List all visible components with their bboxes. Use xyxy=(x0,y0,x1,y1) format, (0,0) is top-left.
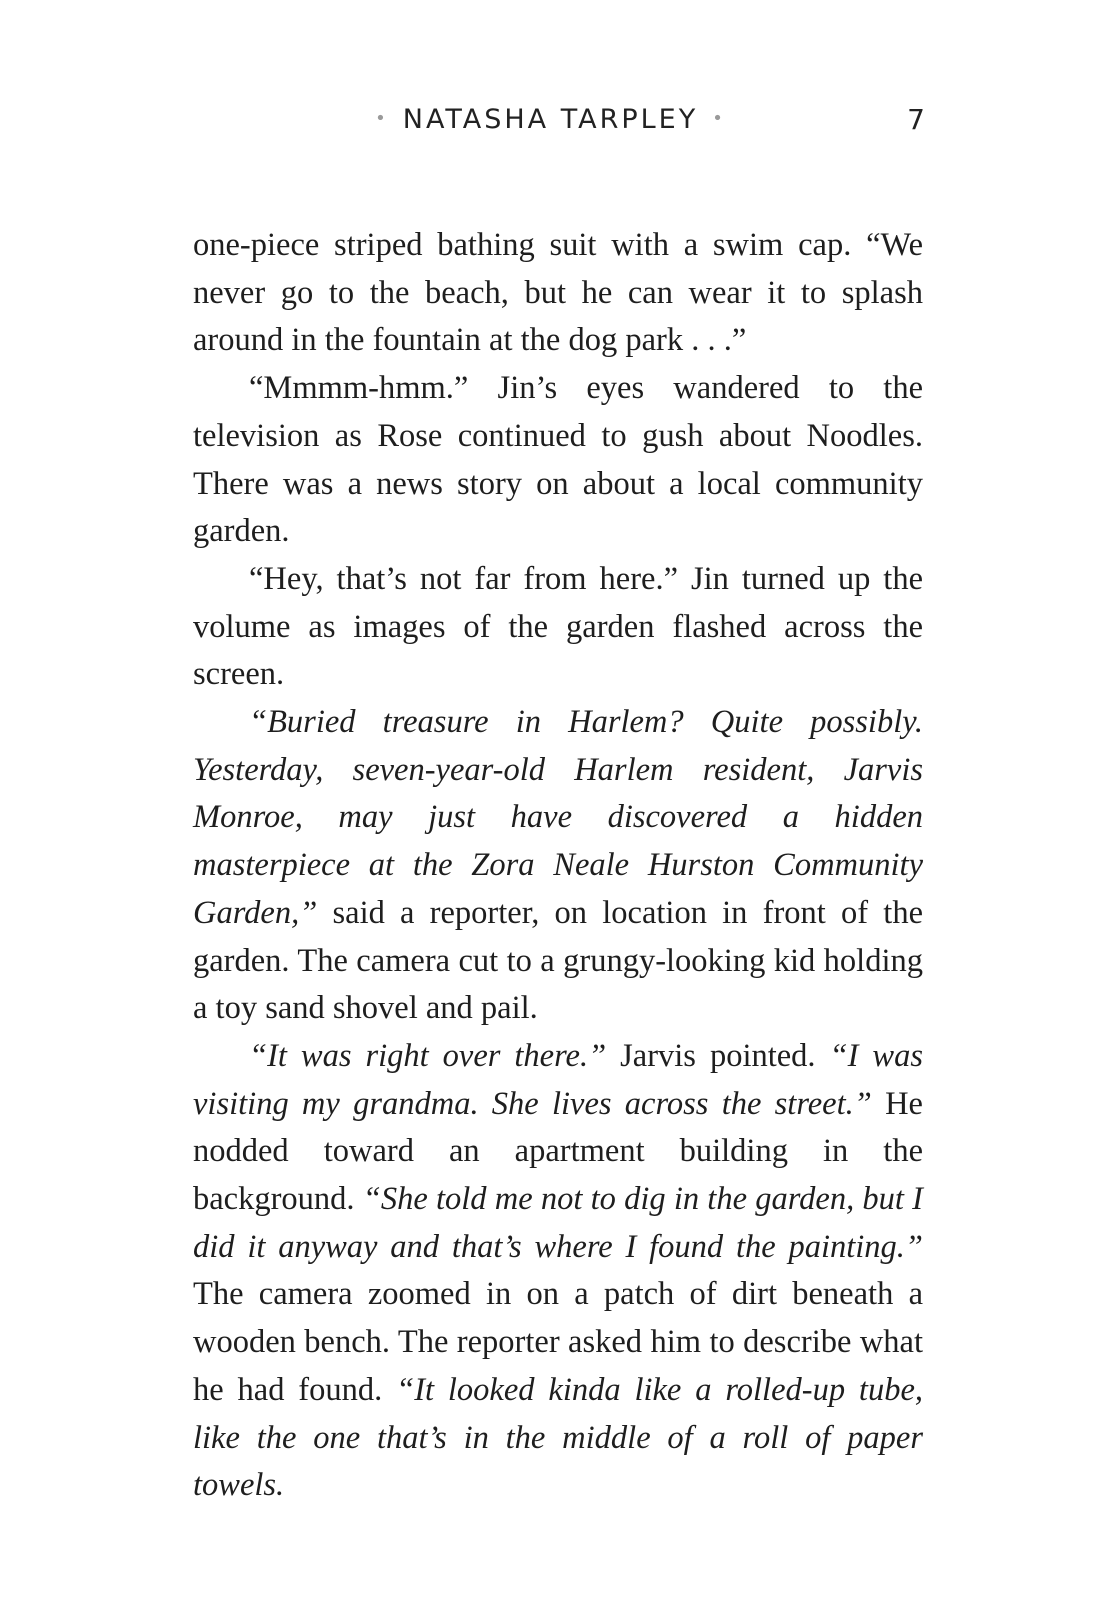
separator-dot-right: • xyxy=(712,108,726,129)
paragraph xyxy=(193,699,923,1033)
running-head xyxy=(0,103,1101,143)
italic-text-run: “It was right over there.” xyxy=(249,1037,607,1074)
italic-text-run: “She told me not to dig in the garden, but I did it anyway and that’s where I found the painting.” xyxy=(193,1181,923,1265)
text-run: He nodded toward an apartment building in the background. xyxy=(193,1085,923,1218)
paragraph xyxy=(193,1033,923,1510)
author-name: NATASHA TARPLEY xyxy=(402,104,699,135)
italic-text-run: “Buried treasure in Harlem? Quite possibly. Yesterday, seven-year-old Harlem resident, Jarvis Monroe, may just have discovered a hidden masterpiece at the Zora Neale Hurston Community Garden,” xyxy=(193,704,923,931)
body-text xyxy=(193,222,923,1510)
text-run: one-piece striped bathing suit with a swim cap. “We never go to the beach, but he can wear it to splash around in the fountain at the dog park . . .” xyxy=(193,227,923,359)
paragraph xyxy=(193,222,923,365)
italic-text-run: “It looked kinda like a rolled-up tube, like the one that’s in the middle of a roll of paper towels. xyxy=(193,1371,923,1504)
text-run: Jarvis pointed. xyxy=(606,1037,830,1074)
page-number: 7 xyxy=(907,103,925,136)
text-run: said a reporter, on location in front of the garden. The camera cut to a grungy-looking kid holding a toy sand shovel and pail. xyxy=(193,894,923,1027)
text-run: “Mmmm-hmm.” Jin’s eyes wandered to the television as Rose continued to gush about Noodles. There was a news story on about a local community garden. xyxy=(193,370,923,550)
text-run: “Hey, that’s not far from here.” Jin turned up the volume as images of the garden flashed across the screen. xyxy=(193,560,923,693)
paragraph xyxy=(193,365,923,556)
paragraph xyxy=(193,556,923,699)
text-run: The camera zoomed in on a patch of dirt beneath a wooden bench. The reporter asked him to describe what he had found. xyxy=(193,1276,923,1408)
separator-dot-left: • xyxy=(375,108,389,129)
italic-text-run: “I was visiting my grandma. She lives across the street.” xyxy=(193,1037,923,1122)
running-head-author xyxy=(0,103,1101,140)
